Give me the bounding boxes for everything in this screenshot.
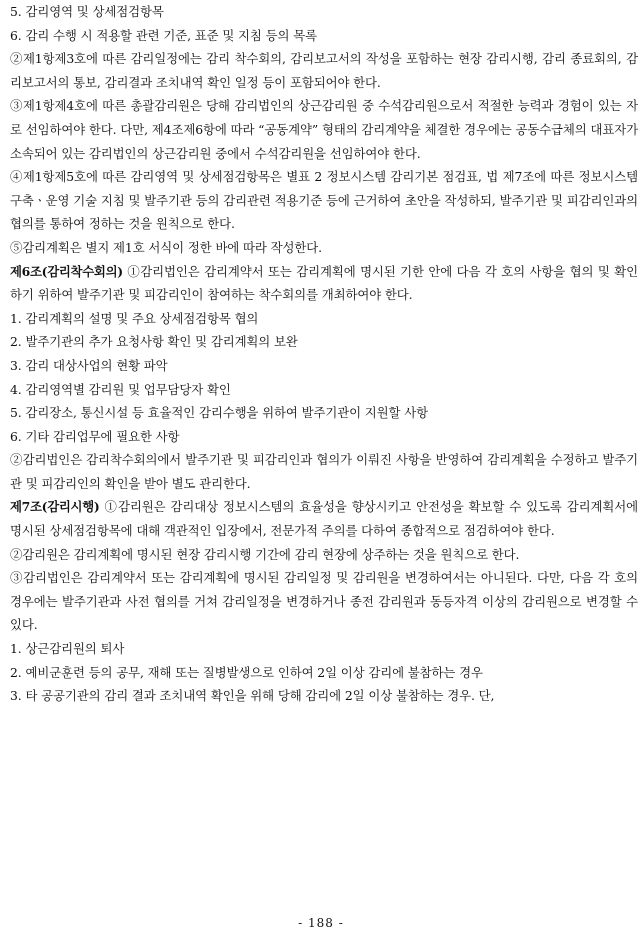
paragraph: ②제1항제3호에 따른 감리일정에는 감리 착수회의, 감리보고서의 작성을 포함하는 현장 감리시행, 감리 종료회의, 감리보고서의 통보, 감리결과 조치내역 확인 일정 등이 포함되어야 한다. <box>10 51 638 90</box>
article-6 <box>10 260 638 307</box>
paragraph: ④제1항제5호에 따른 감리영역 및 상세점검항목은 별표 2 정보시스템 감리기본 점검표, 법 제7조에 따른 정보시스템 구축ㆍ운영 기술 지침 및 발주기관 등의 감리관련 적용기준 등에 근거하여 초안을 작성하되, 발주기관 및 피감리인과의 협의를 통하여 정하는 것을 원칙으로 한다. <box>10 169 638 232</box>
list-item: 4. 감리영역별 감리원 및 업무담당자 확인 <box>10 381 231 397</box>
list-item: 6. 감리 수행 시 적용할 관련 기준, 표준 및 지침 등의 목록 <box>10 27 317 43</box>
list-item: 2. 발주기관의 추가 요청사항 확인 및 감리계획의 보완 <box>10 334 298 350</box>
document-body <box>10 0 638 708</box>
article-lead: ①감리원은 감리대상 정보시스템의 효율성을 향상시키고 안전성을 확보할 수 있도록 감리계획서에 명시된 상세점검항목에 대해 객관적인 입장에서, 전문가적 주의를 다하여 종합적으로 점검하여야 한다. <box>10 499 638 539</box>
paragraph: ⑤감리계획은 별지 제1호 서식이 정한 바에 따라 작성한다. <box>10 239 322 255</box>
list-item: 1. 감리계획의 설명 및 주요 상세점검항목 협의 <box>10 310 259 326</box>
list-item: 3. 타 공공기관의 감리 결과 조치내역 확인을 위해 당해 감리에 2일 이상 불참하는 경우. 단, <box>10 688 495 704</box>
list-item: 6. 기타 감리업무에 필요한 사항 <box>10 428 180 444</box>
article-title: 제7조(감리시행) <box>10 499 100 515</box>
list-item: 5. 감리영역 및 상세점검항목 <box>10 4 164 19</box>
paragraph: ②감리법인은 감리착수회의에서 발주기관 및 피감리인과 협의가 이뤄진 사항을 반영하여 감리계획을 수정하고 발주기관 및 피감리인의 확인을 받아 별도 관리한다. <box>10 452 638 491</box>
paragraph: ③제1항제4호에 따른 총괄감리원은 당해 감리법인의 상근감리원 중 수석감리원으로서 적절한 능력과 경험이 있는 자로 선임하여야 한다. 다만, 제4조제6항에 따라 “공동계약” 형태의 감리계약을 체결한 경우에는 공동수급체의 대표자가 소속되어 있는 감리법인의 상근감리원 중에서 수석감리원을 선임하여야 한다. <box>10 98 638 161</box>
list-item: 2. 예비군훈련 등의 공무, 재해 또는 질병발생으로 인하여 2일 이상 감리에 불참하는 경우 <box>10 664 483 680</box>
article-7 <box>10 495 638 542</box>
article-lead: ①감리법인은 감리계약서 또는 감리계획에 명시된 기한 안에 다음 각 호의 사항을 협의 및 확인하기 위하여 발주기관 및 피감리인이 참여하는 착수회의를 개최하여야 한다. <box>10 263 638 303</box>
paragraph: ③감리법인은 감리계약서 또는 감리계획에 명시된 감리일정 및 감리원을 변경하여서는 아니된다. 다만, 다음 각 호의 경우에는 발주기관과 사전 협의를 거쳐 감리일정을 변경하거나 종전 감리원과 동등자격 이상의 감리원으로 변경할 수 있다. <box>10 570 638 633</box>
list-item: 5. 감리장소, 통신시설 등 효율적인 감리수행을 위하여 발주기관이 지원할 사항 <box>10 405 428 421</box>
paragraph: ②감리원은 감리계획에 명시된 현장 감리시행 기간에 감리 현장에 상주하는 것을 원칙으로 한다. <box>10 546 520 562</box>
list-item: 1. 상근감리원의 퇴사 <box>10 641 125 657</box>
list-item: 3. 감리 대상사업의 현황 파악 <box>10 357 168 373</box>
page-number: - 188 - <box>298 916 344 930</box>
article-title: 제6조(감리착수회의) <box>10 263 123 279</box>
